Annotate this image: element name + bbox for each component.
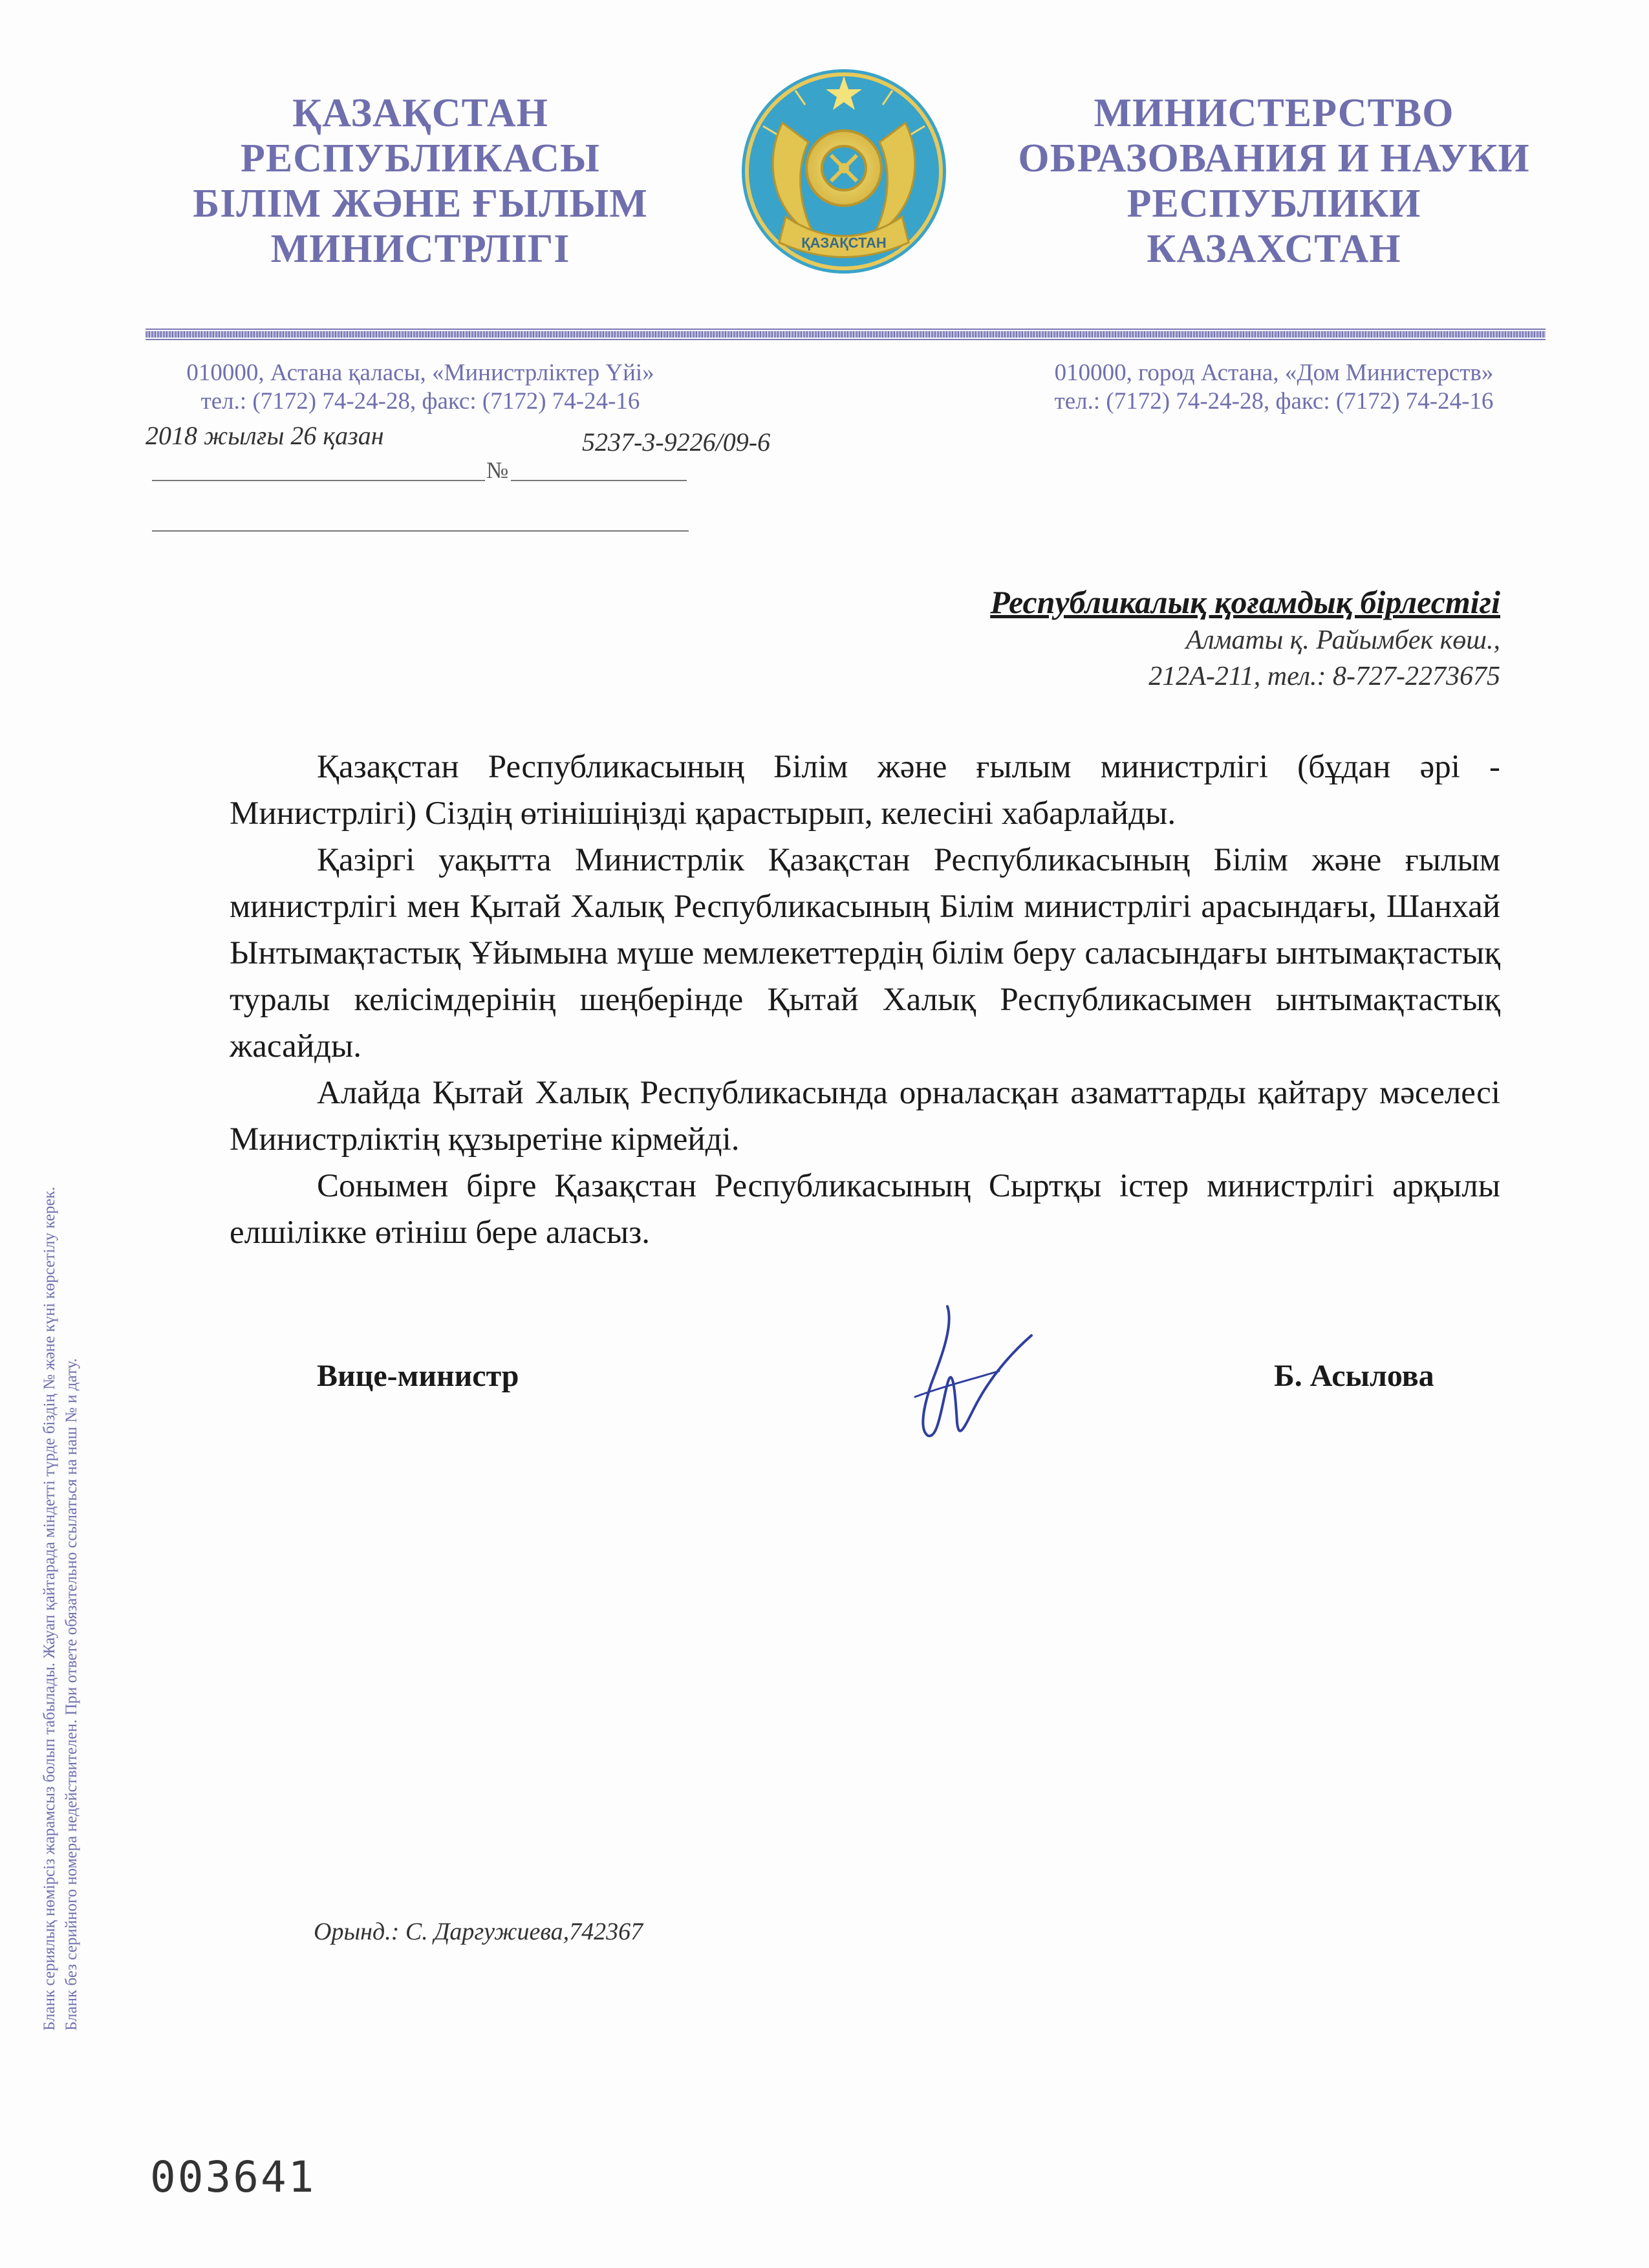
blank-serial-number: 003641: [150, 2152, 316, 2202]
body-paragraph: Қазіргі уақытта Министрлік Қазақстан Республикасының Білім және ғылым министрлігі мен Қытай Халық Республикасының Білім министрлігі арасындағы, Шанхай Ынтымақтастық Ұйымына мүше мемлекеттердің білім беру саласындағы ынтымақтастық туралы келісімдерінің шеңберінде Қытай Халық Республикасымен ынтымақтастық жасайды.: [230, 842, 1500, 1064]
date-underline: [152, 480, 485, 481]
number-sign: №: [486, 457, 509, 483]
signatory-name: Б. Асылова: [1274, 1359, 1434, 1393]
outgoing-date: 2018 жылғы 26 қазан: [146, 421, 384, 450]
letter-body: [230, 744, 1500, 1256]
letterhead-left-line: РЕСПУБЛИКАСЫ: [241, 136, 600, 180]
outgoing-number: 5237-3-9226/09-6: [582, 427, 771, 457]
letterhead-right-line: РЕСПУБЛИКИ: [1126, 182, 1421, 226]
letterhead-left: [162, 91, 679, 272]
body-paragraph: Сонымен бірге Қазақстан Республикасының Сыртқы істер министрлігі арқылы елшілікке өтініш бере аласыз.: [230, 1168, 1500, 1251]
recipient-block: [724, 582, 1500, 695]
phone-line: тел.: (7172) 74-24-28, факс: (7172) 74-24-16: [200, 388, 640, 415]
letterhead-right-line: МИНИСТЕРСТВО: [1094, 91, 1454, 135]
address-line: 010000, Астана қаласы, «Министрліктер Үйі»: [186, 360, 654, 386]
recipient-name: Республикалық қоғамдық бірлестігі: [990, 584, 1500, 620]
executor-note: Орынд.: С. Даргужиева,742367: [314, 1918, 643, 1945]
letterhead-right-line: КАЗАХСТАН: [1147, 227, 1401, 271]
letterhead-divider: [146, 329, 1546, 340]
side-notice-russian: Бланк без серийного номера недействителен. При ответе обязательно ссылаться на наш № и дату.: [63, 1358, 80, 2031]
letterhead-right-line: ОБРАЗОВАНИЯ И НАУКИ: [1018, 136, 1530, 180]
recipient-phone: 212А-211, тел.: 8-727-2273675: [1148, 662, 1500, 691]
signatory-position: Вице-министр: [317, 1359, 519, 1393]
address-line: 010000, город Астана, «Дом Министерств»: [1054, 360, 1494, 386]
body-paragraph: Алайда Қытай Халық Республикасында орналасқан азаматтарды қайтару мәселесі Министрліктің құзыретіне кірмейді.: [230, 1075, 1500, 1158]
blank-underline: [152, 530, 689, 532]
letterhead-right: [996, 91, 1552, 272]
state-emblem: [737, 65, 951, 278]
letterhead-left-line: ҚАЗАҚСТАН: [292, 91, 548, 135]
number-underline: [511, 480, 687, 481]
state-emblem-icon: [737, 65, 951, 278]
address-russian: [1009, 359, 1539, 416]
side-notice-kazakh: Бланк сериялық нөмірсіз жарамсыз болып табылады. Жауап қайтарада міндетті түрде біздің № және күні көрсетілу керек.: [41, 1187, 58, 2031]
address-kazakh: [136, 359, 705, 416]
letterhead-left-line: МИНИСТРЛІГІ: [270, 227, 570, 271]
body-paragraph: Қазақстан Республикасының Білім және ғылым министрлігі (бұдан әрі - Министрлігі) Сіздің өтінішіңізді қарастырып, келесіні хабарлайды.: [230, 749, 1500, 832]
phone-line: тел.: (7172) 74-24-28, факс: (7172) 74-24-16: [1054, 388, 1494, 415]
recipient-address: Алматы қ. Райымбек көш.,: [1185, 625, 1500, 655]
emblem-ribbon-text: ҚАЗАҚСТАН: [801, 235, 887, 251]
letterhead-left-line: БІЛІМ ЖӘНЕ ҒЫЛЫМ: [193, 182, 648, 226]
handwritten-signature: [902, 1300, 1035, 1445]
side-notice: [39, 802, 83, 2031]
